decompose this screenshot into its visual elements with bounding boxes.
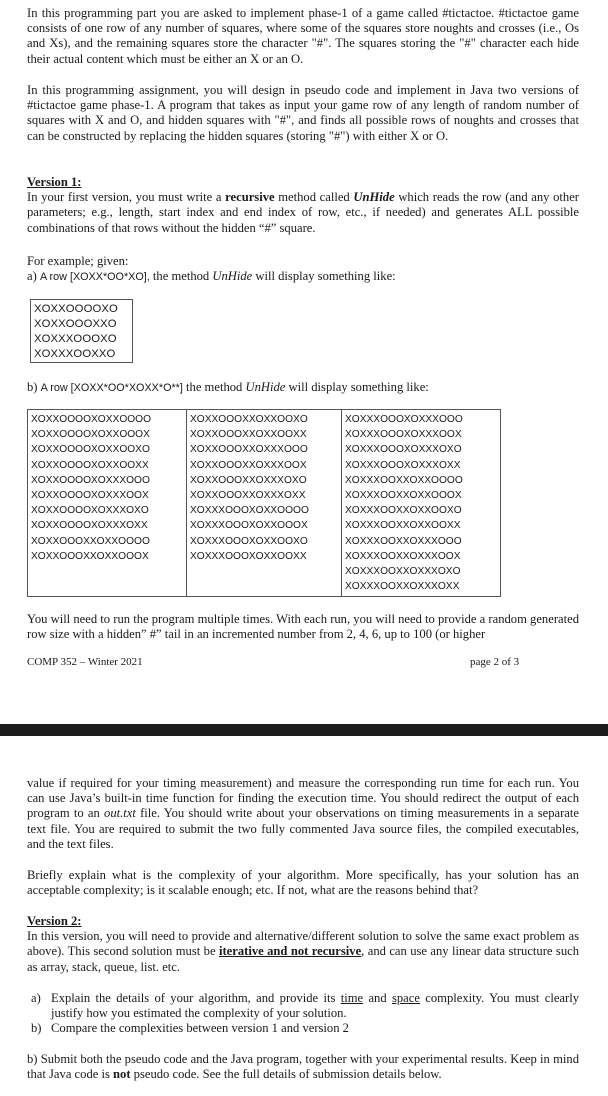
list-item-text: Compare the complexities between version 1 and version 2 [51,1021,349,1036]
output-row: XOXXXOOOXOXXXOXO [345,444,462,456]
list-item-label: a) [31,991,41,1005]
output-row: XOXXXOOXXOXXOOOO [345,474,463,486]
list-item-label: b) [31,1021,42,1036]
version1-text: method called [274,190,354,205]
output-row: XOXXOOOXXOXXXOOO [190,444,308,456]
output-row: XOXXXOOOXOXXXOOX [345,429,462,441]
output-row: XOXXXOOXXOXXXOOX [345,550,461,562]
output-row: XOXXOOOXXOXXOOXX [190,429,307,441]
version1-text: which reads the row (and any other parameters; e.g., length, start index and end index of row, etc., if needed) and generates ALL possible combinations of that rows without the hidden “#” square. [27,190,579,235]
example-a-text: the method [149,269,213,283]
intro-text: In this programming part you are asked to implement phase-1 of a game called #tictactoe. #tictactoe game consists of one row of any number of squares, where some of the squares store noughts and crosses (i.e., Os and Xs), and the remaining squares store the character "#". The squares storing the "#" character each hide their actual content which must be either an X or an O. [27,6,579,66]
list-item [31,1021,579,1036]
course-footer: COMP 352 – Winter 2021 [27,656,143,668]
output-row: XOXXOOOXXOXXXOOX [190,459,307,471]
run-text: You will need to run the program multiple times. With each run, you will need to provide a random generated row size with a hidden” #” tail in an incremented number from 2, 4, 6, up to 100 (or higher [27,612,579,642]
output-row: XOXXOOOXXO [34,318,117,330]
list-item-text: complexity. You must clearly justify how you estimated the complexity of your solution. [51,991,580,1021]
example-b-text: the method [182,380,246,394]
submit-bold: not [113,1067,131,1082]
example-a-row: A row [XOXX*OO*XO], [39,271,150,283]
output-row: XOXXOOOXXOXXOOOX [31,550,149,562]
output-row: XOXXXOOOXOXXXOOO [345,414,463,425]
example-b-text: will display something like: [285,380,429,394]
example-b-line [27,380,579,396]
timing-paragraph [27,776,579,852]
example-b-label: b) [27,380,38,394]
output-row: XOXXXOOXXOXXXOOO [345,535,462,547]
timing-text: value if required for your timing measurement) and measure the corresponding run time for each run. You can use Java’s built-in time function for finding the execution time. You should redirect the output of each program to an [27,776,579,821]
version1-section [27,175,579,236]
page-number: page 2 of 3 [470,656,520,668]
output-row: XOXXOOOOXOXXXOXX [31,520,148,532]
submit-text: b) Submit both the pseudo code and the Java program, together with your experimental results. Keep in mind that Java code is [27,1052,579,1082]
run-paragraph [27,612,579,642]
output-row: XOXXOOOOXOXXOOXO [31,444,150,456]
output-row: XOXXXOOOXOXXOOOX [190,520,308,532]
output-column-3 [342,410,501,597]
output-row: XOXXXOOXXOXXOOXO [345,505,462,517]
output-row: XOXXXOOOXOXXOOXO [190,535,308,547]
complexity-text: Briefly explain what is the complexity of your algorithm. More specifically, has your solution has an acceptable complexity; is it scalable enough; etc. If not, what are the reasons behind that? [27,868,579,898]
method-name: UnHide [245,380,286,394]
version1-text: In your first version, you must write a [27,190,226,205]
output-row: XOXXOOOOXO [34,303,118,315]
list-item-text: and [363,991,392,1005]
output-row: XOXXXOOXXOXXOOOX [345,490,462,502]
output-row: XOXXXOOXXO [34,348,116,360]
output-row: XOXXOOOOXOXXXOOO [31,474,150,486]
assignment-text: In this programming assignment, you will design in pseudo code and implement in Java two versions of #tictactoe game phase-1. A program that takes as input your game row of any length of random number of squares with X and O, and hidden squares with "#", and finds all possible rows of noughts and crosses that can be constructed by replacing the hidden squares (storing "#") with either X or O. [27,83,579,143]
output-column-2 [187,410,342,597]
output-row: XOXXXOOXXOXXOOXX [345,520,461,532]
output-row: XOXXXOOOXOXXXOXX [345,459,461,471]
assignment-paragraph [27,83,579,144]
output-row: XOXXOOOOXOXXOOOO [31,414,152,425]
output-row: XOXXXOOOXO [34,333,117,345]
submit-text: pseudo code. See the full details of submission details below. [130,1067,442,1082]
example-a-text: will display something like: [252,269,396,283]
example-a-line [27,269,579,285]
submit-paragraph [27,1052,579,1082]
output-row: XOXXOOOOXOXXXOXO [31,505,149,517]
timing-text: file. You should write about your observations on timing measurements in a separate text file. You are required to submit the two fully commented Java source files, the compiled executables, and the text files. [27,806,579,851]
example-intro [27,254,579,269]
intro-paragraph [27,6,579,67]
output-row: XOXXXOOOXOXXOOOO [190,505,309,517]
output-file-name: out.txt [104,806,136,821]
version2-section [27,914,579,975]
complexity-paragraph [27,868,579,898]
method-name: UnHide [353,190,395,205]
list-item-text: Explain the details of your algorithm, and provide its [51,991,341,1005]
document-page-3 [0,736,608,1096]
list-item [31,991,579,1021]
output-column-1 [28,410,187,597]
page-separator [0,724,608,736]
list-item-text: space [391,991,420,1005]
output-row: XOXXOOOXXOXXOOOO [31,535,150,547]
example-b-output-table [27,409,501,597]
output-row: XOXXXOOXXOXXXOXX [345,581,460,593]
method-name: UnHide [212,269,253,283]
version2-heading: Version 2: [27,914,82,928]
version2-task-list [31,991,579,1037]
output-row: XOXXOOOOXOXXOOOX [31,429,150,441]
example-a-output-box [30,299,133,363]
version1-bold: recursive [225,190,275,205]
version2-text: , and can use any linear data structure such as array, stack, queue, list. etc. [27,944,579,974]
version2-bold: iterative and not recursive [218,944,362,959]
output-row: XOXXOOOXXOXXXOXX [190,490,306,502]
output-row: XOXXOOOXXOXXXOXO [190,474,307,486]
example-a-label: a) [27,269,37,283]
output-row: XOXXOOOOXOXXXOOX [31,490,149,502]
example-intro-text: For example; given: [27,254,129,268]
output-row: XOXXOOOOXOXXOOXX [31,459,149,471]
list-item-text: time [340,991,364,1005]
example-b-row: A row [XOXX*OO*XOXX*O**] [40,382,183,394]
version2-text: In this version, you will need to provide and alternative/different solution to solve the same exact problem as above). This second solution must be [27,929,579,959]
version1-heading: Version 1: [27,175,82,189]
output-row: XOXXOOOXXOXXOOXO [190,414,308,425]
output-row: XOXXXOOOXOXXOOXX [190,550,307,562]
output-row: XOXXXOOXXOXXXOXO [345,566,461,578]
